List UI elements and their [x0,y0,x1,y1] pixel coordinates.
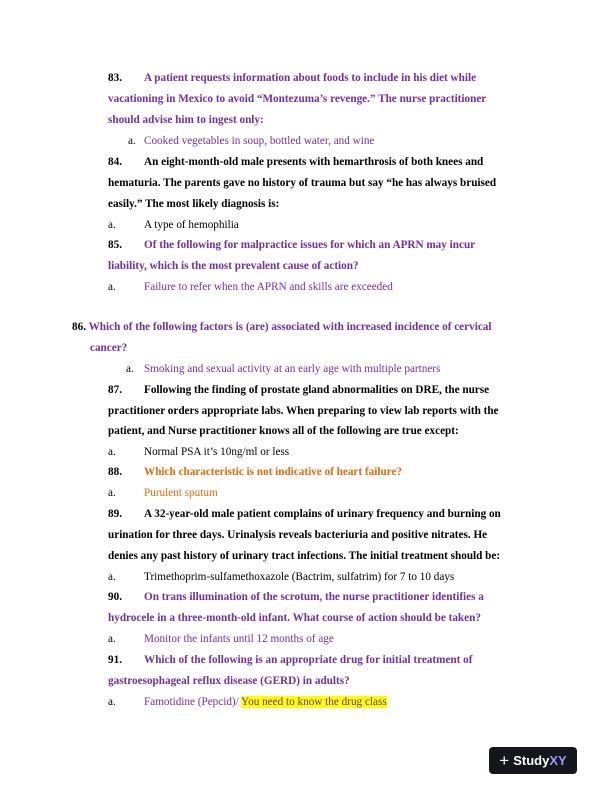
question-88-line-1 [108,466,538,479]
question-83-line-1 [108,72,538,85]
logo-text-study: Study [513,753,550,768]
answer-89 [108,571,538,584]
question-text: Following the finding of prostate gland abnormalities on DRE, the nurse [144,384,490,396]
question-85-line-1 [108,239,538,252]
answer-text: Purulent sputum [144,487,218,499]
answer-letter: a. [108,633,116,645]
answer-text: Monitor the infants until 12 months of age [144,633,334,645]
answer-text: Normal PSA it’s 10ng/ml or less [144,446,290,458]
question-number: 84. [108,156,122,168]
question-text: On trans illumination of the scrotum, the nurse practitioner identifies a [144,591,484,603]
answer-letter: a. [108,696,116,708]
studyxy-logo [489,747,577,774]
question-text: Which of the following is an appropriate drug for initial treatment of [144,654,473,666]
answer-text: Failure to refer when the APRN and skills are exceeded [144,281,393,293]
question-number: 86. [72,321,86,333]
question-87-line-3: patient, and Nurse practitioner knows all of the following are true except: [108,425,459,437]
question-91-line-1 [108,654,538,667]
question-91-line-2: gastroesophageal reflux disease (GERD) in adults? [108,675,350,687]
question-number: 87. [108,384,122,396]
answer-letter: a. [108,281,116,293]
question-89-line-3: denies any past history of urinary tract infections. The initial treatment should be: [108,550,501,562]
answer-text: Trimethoprim-sulfamethoxazole (Bactrim, sulfatrim) for 7 to 10 days [144,571,455,583]
question-84-line-3: easily.” The most likely diagnosis is: [108,198,280,210]
answer-91 [108,696,538,709]
question-text: Of the following for malpractice issues for which an APRN may incur [144,239,476,251]
question-83-line-3: should advise him to ingest only: [108,114,264,126]
question-text: An eight-month-old male presents with hemarthrosis of both knees and [144,156,484,168]
answer-90 [108,633,538,646]
answer-letter: a. [108,446,116,458]
question-89-line-2: urination for three days. Urinalysis reveals bacteriuria and positive nitrates. He [108,529,488,541]
question-text: Which characteristic is not indicative of heart failure? [144,466,402,478]
plus-icon: + [499,750,510,770]
answer-text: Famotidine (Pepcid)/ [144,696,242,708]
question-83-line-2: vacationing in Mexico to avoid “Montezuma’s revenge.” The nurse practitioner [108,93,487,105]
question-87-line-1 [108,384,538,397]
answer-86 [126,363,556,376]
answer-88 [108,487,538,500]
answer-letter: a. [108,219,116,231]
question-89-line-1 [108,508,538,521]
question-86-line-2: cancer? [90,342,128,354]
question-text: A patient requests information about foods to include in his diet while [144,72,477,84]
question-86-line-1 [72,321,542,334]
question-84-line-2: hematuria. The parents gave no history of trauma but say “he has always bruised [108,177,497,189]
question-number: 83. [108,72,122,84]
answer-letter: a. [108,487,116,499]
question-90-line-2: hydrocele in a three-month-old infant. What course of action should be taken? [108,612,481,624]
question-84-line-1 [108,156,538,169]
question-number: 88. [108,466,122,478]
answer-text: Smoking and sexual activity at an early age with multiple partners [144,363,441,375]
answer-letter: a. [108,571,116,583]
highlighted-note: You need to know the drug class [241,696,387,708]
question-number: 91. [108,654,122,666]
answer-87 [108,446,538,459]
question-number: 89. [108,508,122,520]
answer-letter: a. [126,363,134,375]
answer-text: A type of hemophilia [144,219,239,231]
question-number: 85. [108,239,122,251]
question-85-line-2: liability, which is the most prevalent cause of action? [108,260,359,272]
answer-text: Cooked vegetables in soup, bottled water, and wine [144,135,375,147]
answer-83 [128,135,558,148]
answer-84 [108,219,538,232]
answer-letter: a. [128,135,136,147]
logo-text-xy: XY [549,753,567,768]
question-number: 90. [108,591,122,603]
question-text: Which of the following factors is (are) associated with increased incidence of cervical [88,321,492,333]
question-87-line-2: practitioner orders appropriate labs. When preparing to view lab reports with the [108,405,499,417]
question-90-line-1 [108,591,538,604]
answer-85 [108,281,538,294]
question-text: A 32-year-old male patient complains of urinary frequency and burning on [144,508,501,520]
